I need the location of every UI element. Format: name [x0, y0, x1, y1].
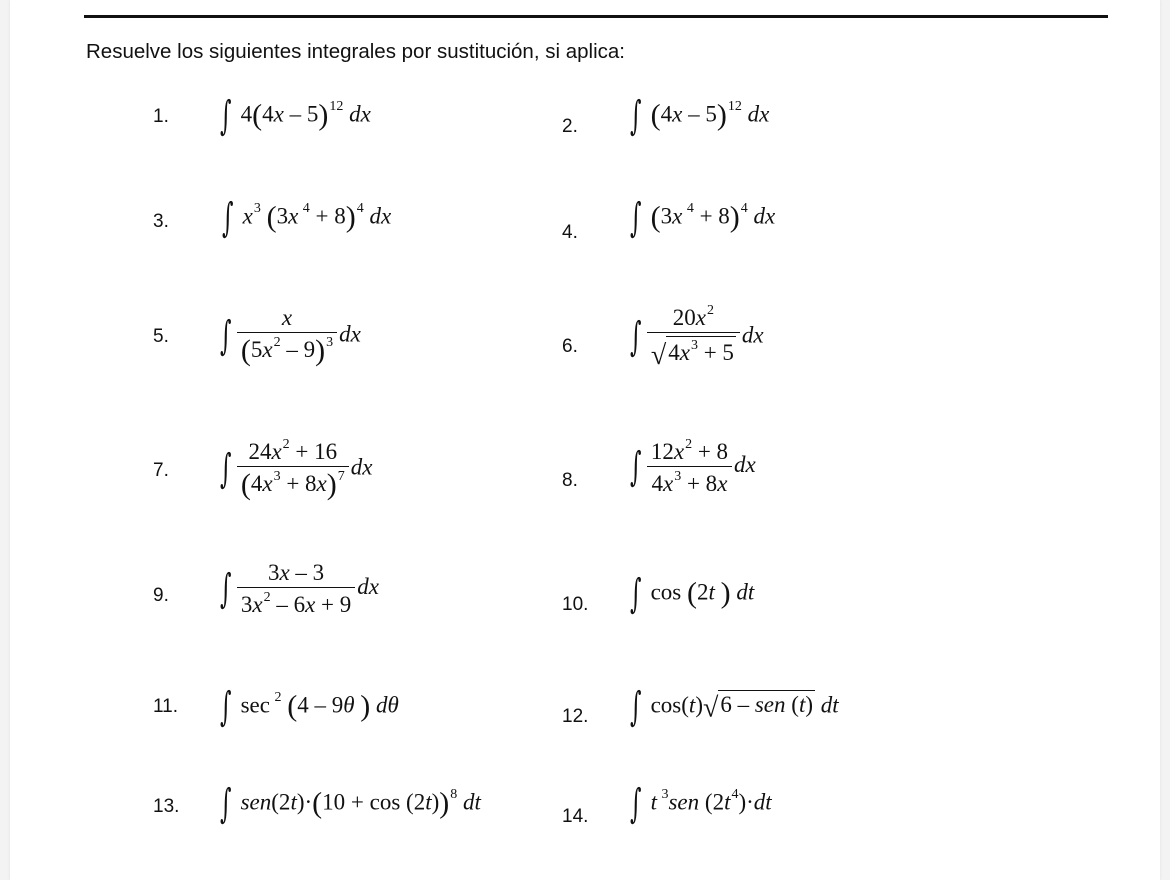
- problem-9-expression: ∫ $\frac{3x - 3}{3x^2 - 6x + 9}$ dx: [220, 560, 379, 617]
- problem-number-3: 3.: [153, 211, 169, 232]
- problem-12-expression: ∫ cos(t)√6 – sen (t) dt: [630, 684, 839, 730]
- problem-2-expression: ∫ (4x – 5)$^{12}$ dx: [630, 93, 770, 139]
- problem-number-1: 1.: [153, 106, 169, 127]
- problem-number-2: 2.: [562, 116, 578, 137]
- problem-11-expression: ∫ sec $^2$ (4 – 9θ ) dθ: [220, 684, 399, 730]
- problem-14-expression: ∫ t $^3$sen $(2t^4)\cdot dt$: [630, 781, 772, 827]
- problem-5-expression: ∫ $\frac{x}{(5x^2 - 9)^3}$ dx: [220, 305, 361, 367]
- problem-6-expression: ∫ $\frac{20x^2}{√4x^3 + 5}$ dx: [630, 303, 764, 371]
- worksheet-page: [10, 0, 1160, 880]
- problem-1-expression: ∫ 4(4x – 5)$^{12}$ dx: [220, 93, 371, 139]
- problem-number-4: 4.: [562, 222, 578, 243]
- problem-number-10: 10.: [562, 594, 589, 615]
- problem-number-13: 13.: [153, 796, 180, 817]
- problem-10-expression: ∫ cos (2t ) dt: [630, 571, 755, 617]
- problem-number-14: 14.: [562, 806, 589, 827]
- top-rule: [84, 15, 1108, 18]
- problem-number-9: 9.: [153, 585, 169, 606]
- instruction-text: Resuelve los siguientes integrales por sustitución, si aplica:: [86, 40, 625, 63]
- problem-number-5: 5.: [153, 326, 169, 347]
- problem-number-6: 6.: [562, 336, 578, 357]
- problem-number-12: 12.: [562, 706, 589, 727]
- problem-8-expression: ∫ $\frac{12x^2 + 8}{4x^3 + 8x}$ dx: [630, 437, 756, 496]
- problem-number-7: 7.: [153, 460, 169, 481]
- problem-7-expression: ∫ $\frac{24x^2 + 16}{(4x^3 + 8x)^7}$ dx: [220, 437, 373, 501]
- problem-4-expression: ∫ (3x $^4$ + 8)$^4$ dx: [630, 195, 776, 241]
- problem-13-expression: ∫ $sen(2t)\cdot(10 + \cos (2t))^8$ dt: [220, 781, 481, 827]
- problem-number-11: 11.: [153, 696, 179, 717]
- problem-3-expression: ∫ $x^3$ (3x $^4$ + 8)$^4$ dx: [222, 195, 392, 241]
- problem-number-8: 8.: [562, 470, 578, 491]
